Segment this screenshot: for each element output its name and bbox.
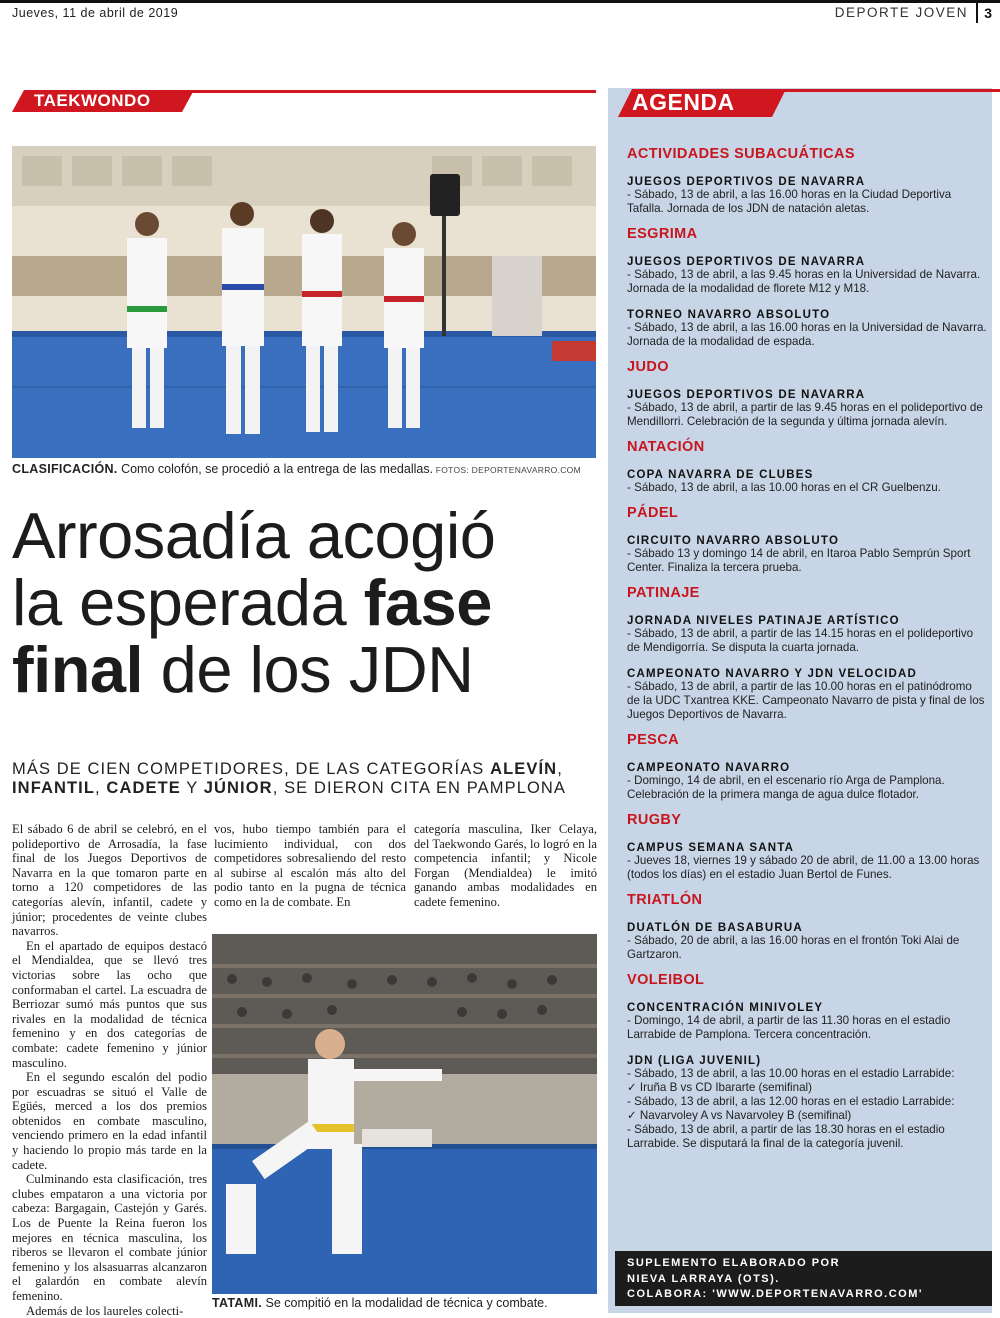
section-title: DEPORTE JOVEN — [834, 5, 968, 20]
agenda-event-title: DUATLÓN DE BASABURUA — [627, 922, 803, 934]
agenda-event-text: - Domingo, 14 de abril, a partir de las 11.30 horas en el estadio Larrabide de Pamplona. Tercera concentración. — [627, 1014, 951, 1041]
medal-ceremony-photo — [12, 146, 596, 458]
agenda-category: RUGBY — [627, 812, 682, 828]
article-column-1 — [12, 822, 207, 1318]
agenda-event-title: TORNEO NAVARRO ABSOLUTO — [627, 309, 831, 321]
agenda-category: JUDO — [627, 359, 669, 375]
body-paragraph: vos, hubo tiempo también para el lucimiento individual, con dos competidores sobresaliendo del resto al subirse al escalón más alto del podio tanto en la pugna de técnica como en la de combate. En — [214, 822, 406, 909]
agenda-event — [627, 922, 987, 962]
subhead-text: , SE DIERON CITA EN PAMPLONA — [272, 779, 567, 797]
agenda-event — [627, 469, 987, 495]
subhead-text: , — [557, 760, 563, 778]
agenda-category: PATINAJE — [627, 585, 700, 601]
agenda-event-text: - Sábado, 13 de abril, a partir de las 18.30 horas en el estadio Larrabide. Se disputará la final de la categoría juvenil. — [627, 1123, 945, 1150]
subhead-bold: CADETE — [106, 779, 181, 797]
agenda-event-text: - Sábado, 13 de abril, a las 9.45 horas en la Universidad de Navarra. Jornada de la modalidad de florete M12 y M18. — [627, 268, 981, 295]
agenda-event — [627, 535, 987, 575]
caption-title: CLASIFICACIÓN. — [12, 462, 118, 476]
agenda-event-text: - Sábado, 13 de abril, a las 16.00 horas en la Ciudad Deportiva Tafalla. Jornada de los JDN de natación aletas. — [627, 188, 952, 215]
top-rule — [0, 0, 1000, 3]
headline-line-3: de los JDN — [143, 633, 474, 706]
agenda-category: VOLEIBOL — [627, 972, 705, 988]
agenda-event-title: CONCENTRACIÓN MINIVOLEY — [627, 1002, 824, 1014]
agenda-title: AGENDA — [632, 89, 735, 115]
headline-line-2: la esperada — [12, 566, 364, 639]
agenda-event-text: - Domingo, 14 de abril, en el escenario río Arga de Pamplona. Celebración de la primera manga de agua dulce flotador. — [627, 774, 945, 801]
body-paragraph: En el segundo escalón del podio por escuadras se situó el Valle de Egüés, merced a los dos premios obtenidos en combate masculino, venciendo primero en la edad infantil y haciendo lo propio más tarde en la cadete. — [12, 1070, 207, 1172]
photo-credit: FOTOS: DEPORTENAVARRO.COM — [433, 465, 581, 475]
tag-rule — [182, 90, 596, 93]
agenda-category: NATACIÓN — [627, 439, 705, 455]
caption-title: TATAMI. — [212, 1296, 263, 1310]
credits-line: NIEVA LARRAYA (OTS). — [627, 1272, 780, 1285]
kata-competition-photo — [212, 934, 597, 1294]
agenda-list — [627, 146, 987, 1164]
agenda-category: ACTIVIDADES SUBACUÁTICAS — [627, 146, 855, 162]
agenda-event — [627, 309, 987, 349]
agenda-event-text: - Sábado, 13 de abril, a partir de las 14.15 horas en el polideportivo de Mendigorría. Se disputa la cuarta jornada. — [627, 627, 974, 654]
agenda-event — [627, 668, 987, 722]
subhead-bold: INFANTIL — [12, 779, 96, 797]
agenda-event-text: ✓ Navarvoley A vs Navarvoley B (semifinal) — [627, 1109, 852, 1122]
agenda-event — [627, 176, 987, 216]
agenda-event-text: ✓ Iruña B vs CD Ibararte (semifinal) — [627, 1081, 812, 1094]
subhead-text: MÁS DE CIEN COMPETIDORES, DE LAS CATEGORÍAS — [12, 760, 491, 778]
agenda-event — [627, 256, 987, 296]
agenda-event-title: CIRCUITO NAVARRO ABSOLUTO — [627, 535, 840, 547]
body-paragraph: Además de los laureles colecti- — [26, 1303, 184, 1318]
agenda-event-text: - Sábado, 13 de abril, a partir de las 10.00 horas en el patinódromo de la UDC Txantrea KKE. Campeonato Navarro de pista y final de los Juegos Deportivos de Navarra. — [627, 680, 985, 721]
credits-box — [615, 1251, 992, 1306]
agenda-event-title: JUEGOS DEPORTIVOS DE NAVARRA — [627, 256, 866, 268]
subhead-text: , — [95, 779, 107, 797]
tag-label: TAEKWONDO — [34, 91, 151, 110]
agenda-rule — [776, 89, 1000, 92]
agenda-event — [627, 615, 987, 655]
agenda-event-title: COPA NAVARRA DE CLUBES — [627, 469, 814, 481]
headline-emphasis-2: final — [12, 633, 144, 706]
page-number: 3 — [976, 3, 992, 23]
agenda-category: TRIATLÓN — [627, 892, 703, 908]
agenda-category: ESGRIMA — [627, 226, 698, 242]
agenda-event — [627, 1055, 987, 1151]
agenda-event-text: - Sábado, 13 de abril, a las 10.00 horas en el CR Guelbenzu. — [627, 481, 941, 494]
agenda-event — [627, 762, 987, 802]
headline-line-1: Arrosadía acogió — [12, 499, 496, 572]
agenda-event-title: JUEGOS DEPORTIVOS DE NAVARRA — [627, 176, 866, 188]
agenda-event-title: JORNADA NIVELES PATINAJE ARTÍSTICO — [627, 615, 900, 627]
agenda-event-text: - Sábado, 13 de abril, a las 12.00 horas en el estadio Larrabide: — [627, 1095, 955, 1108]
agenda-event-title: CAMPUS SEMANA SANTA — [627, 842, 795, 854]
agenda-event — [627, 1002, 987, 1042]
headline-emphasis-1: fase — [363, 566, 492, 639]
agenda-event — [627, 389, 987, 429]
subhead-bold: JÚNIOR — [203, 779, 273, 797]
agenda-event-text: - Jueves 18, viernes 19 y sábado 20 de abril, de 11.00 a 13.00 horas (todos los días) en el estadio Juan Bertol de Funes. — [627, 854, 980, 881]
agenda-event-text: - Sábado, 13 de abril, a las 10.00 horas en el estadio Larrabide: — [627, 1067, 955, 1080]
agenda-event-title: CAMPEONATO NAVARRO Y JDN VELOCIDAD — [627, 668, 917, 680]
body-paragraph: En el apartado de equipos destacó el Mendialdea, que se llevó tres victorias sobre las ocho que conformaban el cartel. La escuadra de Berriozar sumó más puntos que sus rivales en la modalidad de técnica femenino y en dos categorías de combate: cadete femenino y júnior masculino. — [12, 938, 207, 1070]
article-column-3 — [414, 822, 597, 910]
photo-caption — [212, 1296, 597, 1310]
body-paragraph: categoría masculina, Iker Celaya, del Taekwondo Garés, lo logró en la competencia infantil; y Nicole Forgan (Mendialdea) le imitó ganando ambas modalidades en cadete femenino. — [414, 822, 597, 909]
credits-line: SUPLEMENTO ELABORADO POR — [627, 1257, 841, 1269]
issue-date: Jueves, 11 de abril de 2019 — [12, 6, 179, 20]
agenda-event-title: CAMPEONATO NAVARRO — [627, 762, 791, 774]
agenda-event-title: JDN (LIGA JUVENIL) — [627, 1055, 762, 1067]
agenda-category: PÁDEL — [627, 505, 679, 521]
caption-text: Se compitió en la modalidad de técnica y combate. — [262, 1296, 548, 1310]
agenda-header — [608, 88, 1000, 118]
section-tag — [12, 90, 596, 112]
body-paragraph: El sábado 6 de abril se celebró, en el polideportivo de Arrosadía, la fase final de los Juegos Deportivos de Navarra en la que tomaron parte en torno a 120 competidores de las categorías alevín, infantil, cadete y júnior; procedentes de veinte clubes navarros. — [12, 822, 207, 939]
photo-caption — [12, 462, 602, 476]
agenda-event-text: - Sábado, 20 de abril, a las 16.00 horas en el frontón Toki Alai de Gartzaron. — [627, 934, 960, 961]
caption-text: Como colofón, se procedió a la entrega de las medallas. — [117, 462, 434, 476]
agenda-event-text: - Sábado, 13 de abril, a partir de las 9.45 horas en el polideportivo de Mendillorri. Celebración de la segunda y última jornada alevín. — [627, 401, 983, 428]
subhead-bold: ALEVÍN — [490, 760, 558, 778]
agenda-event — [627, 842, 987, 882]
agenda-event-title: JUEGOS DEPORTIVOS DE NAVARRA — [627, 389, 866, 401]
agenda-event-text: - Sábado 13 y domingo 14 de abril, en Itaroa Pablo Semprún Sport Center. Finaliza la tercera prueba. — [627, 547, 971, 574]
body-paragraph: Culminando esta clasificación, tres clubes empataron a una victoria por cabeza: Bargagain, Castejón y Garés. Los de Puente la Reina fueron los mejores en técnica masculina, los riberos se llevaron el combate júnior femenino y los alsasuarras alcanzaron el galardón en combate alevín femenino. — [12, 1172, 207, 1303]
agenda-category: PESCA — [627, 732, 679, 748]
subheadline — [12, 760, 602, 798]
headline — [12, 499, 602, 706]
credits-line: COLABORA: 'WWW.DEPORTENAVARRO.COM' — [627, 1288, 923, 1300]
agenda-event-text: - Sábado, 13 de abril, a las 16.00 horas en la Universidad de Navarra. Jornada de la modalidad de espada. — [627, 321, 987, 348]
subhead-text: Y — [180, 779, 204, 797]
article-column-2 — [214, 822, 406, 910]
